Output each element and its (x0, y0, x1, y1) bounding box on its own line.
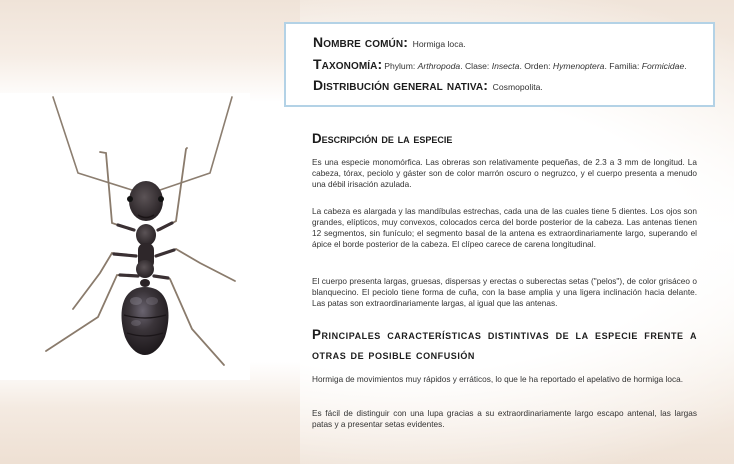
taxonomy-label: Taxonomía: (313, 56, 383, 72)
common-name-value: Hormiga loca. (412, 39, 466, 49)
taxonomy-value (384, 61, 686, 71)
common-name-label: Nombre común: (313, 34, 408, 50)
description-paragraph-1: Es una especie monomórfica. Las obreras son relativamente pequeñas, de 2.3 a 3 mm de longitud. La cabeza, tórax, peciolo y gáster son de color marrón oscuro o negruzco, y el cuerpo presenta a menudo una débil irisación azulada. (312, 158, 697, 189)
family-label: . Familia: (604, 61, 642, 71)
ant-illustration (0, 93, 250, 380)
species-info-box (284, 22, 715, 107)
distribution-label: Distribución general nativa: (313, 77, 488, 93)
distribution-value: Cosmopolita. (492, 82, 543, 92)
order-label: . Orden: (519, 61, 553, 71)
taxonomy-row (313, 56, 687, 72)
common-name-row (313, 34, 466, 50)
distinctive-heading: Principales características distintivas de la especie frente a otras de posible confusión (312, 327, 697, 362)
family-value: Formicidae (641, 61, 685, 71)
class-label: . Clase: (460, 61, 492, 71)
distribution-row (313, 77, 543, 93)
distinctive-paragraph-2: Es fácil de distinguir con una lupa gracias a su extraordinariamente largo escapo antenal, las largas patas y a presentar setas evidentes. (312, 409, 697, 429)
description-paragraph-2: La cabeza es alargada y las mandíbulas estrechas, cada una de las cuales tiene 5 dientes. Los ojos son grandes, elípticos, muy convexos, colocados cerca del borde posterior de la cabeza. Las antenas tienen 12 segmentos, sin funículo; el segmento basal de la antena es extraordinariamente largo, superando el ápice el borde posterior de la cabeza. El clípeo carece de carena longitudinal. (312, 207, 697, 249)
distinctive-paragraph-1: Hormiga de movimientos muy rápidos y erráticos, lo que le ha reportado el apelativo de hormiga loca. (312, 375, 683, 384)
distinctive-section (312, 325, 697, 365)
description-paragraph-3: El cuerpo presenta largas, gruesas, dispersas y erectas o suberectas setas ("pelos"), de color grisáceo o blanquecino. El peciolo tiene forma de cuña, con la base amplia y una ligera inclinación hacia delante. Las patas son extraordinariamente largas, al igual que las antenas. (312, 277, 697, 308)
phylum-label: Phylum: (384, 61, 418, 71)
taxonomy-end: . (684, 61, 687, 71)
description-heading: Descripción de la especie (312, 131, 453, 146)
description-section (312, 129, 697, 149)
phylum-value: Arthropoda (417, 61, 461, 71)
class-value: Insecta (491, 61, 520, 71)
order-value: Hymenoptera (552, 61, 605, 71)
ant-image (0, 93, 250, 380)
